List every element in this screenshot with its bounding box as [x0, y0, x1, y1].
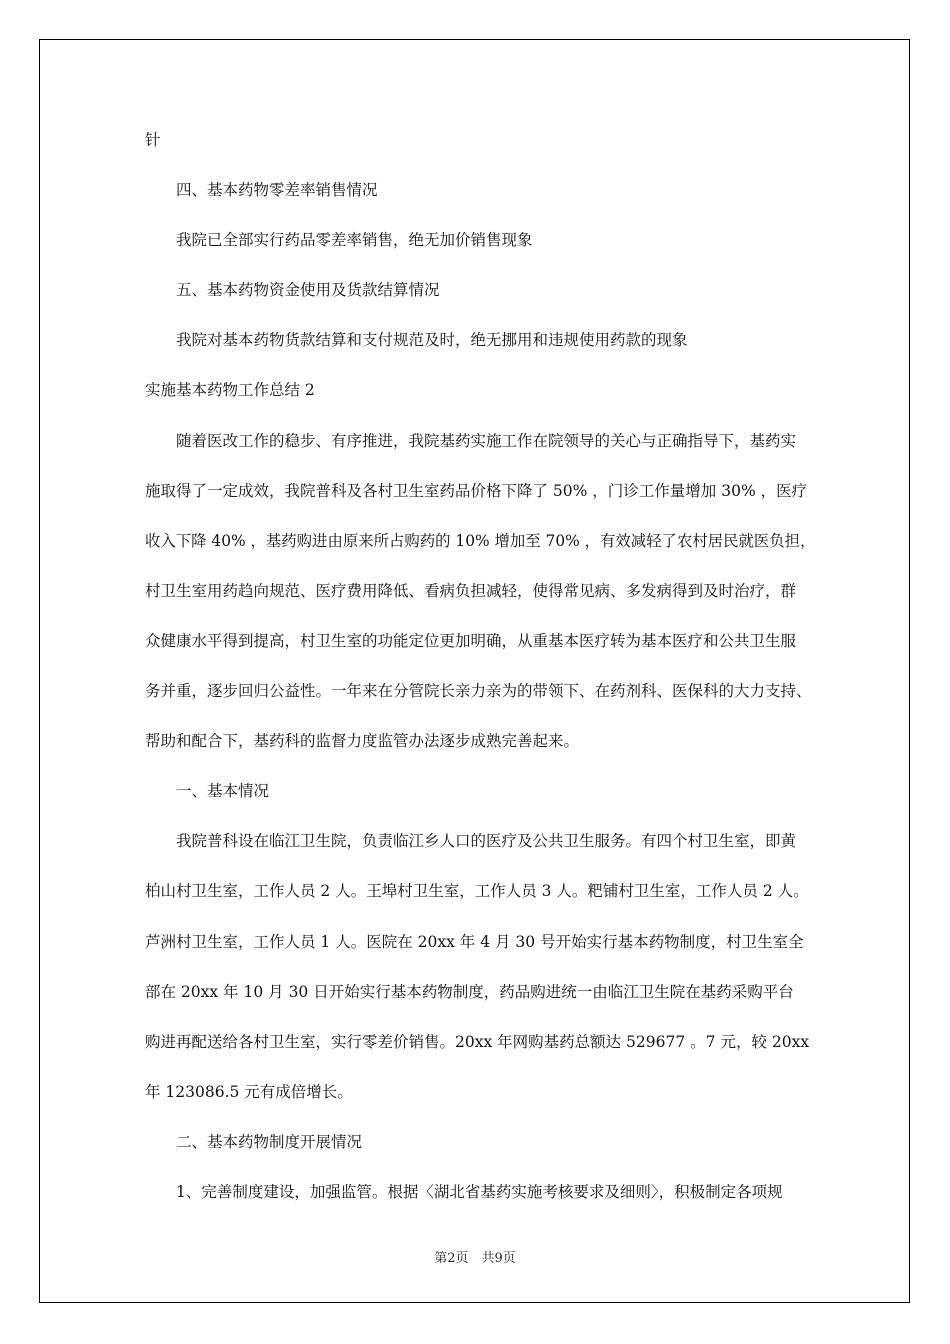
paragraph-line: 购进再配送给各村卫生室，实行零差价销售。20xx 年网购基药总额达 529677 。7 元，较 20xx: [145, 1032, 810, 1051]
page-number: 第2页 共9页: [434, 1251, 516, 1266]
paragraph-line: 帮助和配合下，基药科的监督力度监管办法逐步成熟完善起来。: [145, 732, 580, 751]
document-body: [145, 122, 815, 1224]
paragraph-line: 村卫生室用药趋向规范、医疗费用降低、看病负担减轻，使得常见病、多发病得到及时治疗，群: [145, 581, 797, 600]
paragraph-line: 收入下降 40% ，基药购进由原来所占购药的 10% 增加至 70% ，有效减轻了农村居民就医负担，: [145, 531, 816, 550]
paragraph-line: 芦洲村卫生室，工作人员 1 人。医院在 20xx 年 4 月 30 号开始实行基本药物制度，村卫生室全: [145, 932, 804, 951]
text-line: 针: [145, 131, 161, 149]
paragraph-line: 年 123086.5 元有成倍增长。: [145, 1082, 353, 1101]
paragraph-line: 随着医改工作的稳步、有序推进，我院基药实施工作在院领导的关心与正确指导下，基药实: [176, 431, 797, 450]
section-heading: 二、基本药物制度开展情况: [176, 1132, 363, 1151]
section-heading: 四、基本药物零差率销售情况: [176, 181, 378, 200]
section-heading: 一、基本情况: [176, 782, 270, 801]
section-heading: 五、基本药物资金使用及货款结算情况: [176, 281, 440, 300]
paragraph-line: 1、完善制度建设，加强监管。根据〈湖北省基药实施考核要求及细则〉，积极制定各项规: [176, 1182, 783, 1201]
document-subtitle: 实施基本药物工作总结 2: [145, 381, 315, 400]
paragraph-line: 部在 20xx 年 10 月 30 日开始实行基本药物制度，药品购进统一由临江卫生院在基药采购平台: [145, 982, 794, 1001]
paragraph-line: 我院普科设在临江卫生院，负责临江乡人口的医疗及公共卫生服务。有四个村卫生室，即黄: [176, 832, 797, 851]
paragraph-line: 我院对基本药物货款结算和支付规范及时，绝无挪用和违规使用药款的现象: [176, 331, 688, 350]
paragraph-line: 我院已全部实行药品零差率销售，绝无加价销售现象: [176, 231, 533, 250]
paragraph-line: 柏山村卫生室，工作人员 2 人。王埠村卫生室，工作人员 3 人。粑铺村卫生室，工作人员 2 人。: [145, 882, 809, 901]
paragraph-line: 务并重，逐步回归公益性。一年来在分管院长亲力亲为的带领下、在药剂科、医保科的大力支持、: [145, 682, 812, 701]
paragraph-line: 众健康水平得到提高，村卫生室的功能定位更加明确，从重基本医疗转为基本医疗和公共卫生服: [145, 631, 797, 650]
paragraph-line: 施取得了一定成效，我院普科及各村卫生室药品价格下降了 50% ，门诊工作量增加 30% ，医疗: [145, 481, 808, 500]
